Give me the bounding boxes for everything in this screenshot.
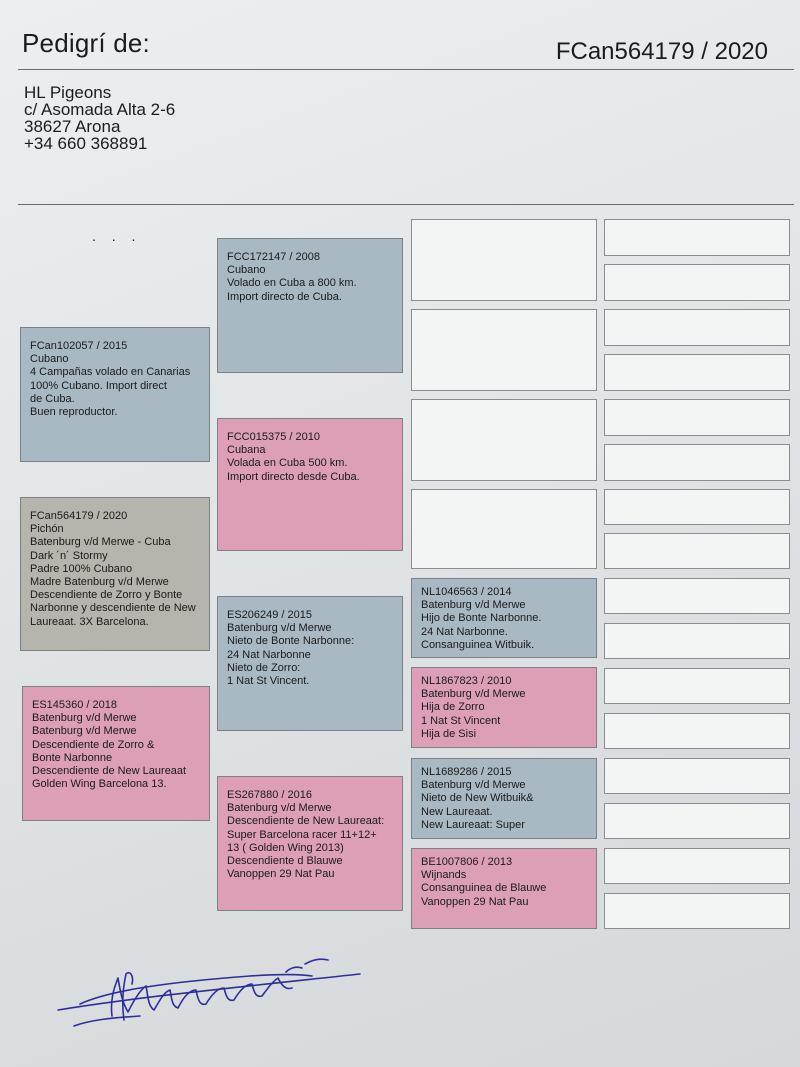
pedigree-box-empty [604, 489, 790, 525]
pedigree-box-empty [604, 758, 790, 794]
subject-ring-number: FCan564179 / 2020 [555, 38, 768, 65]
pedigree-box-empty [411, 219, 597, 301]
box-line: Nieto de New Witbuik& [421, 792, 534, 805]
owner-phone: +34 660 368891 [24, 134, 148, 153]
box-line: Batenburg v/d Merwe [32, 725, 137, 738]
box-line: Batenburg v/d Merwe [421, 599, 526, 612]
box-line: 4 Campañas volado en Canarias [30, 366, 191, 379]
box-line: Buen reproductor. [30, 406, 118, 419]
dots-mark: . . . [92, 228, 142, 244]
box-line: Hija de Sisi [421, 727, 477, 740]
pedigree-box-empty [604, 803, 790, 839]
box-line: Descendiente de Zorro y Bonte [30, 589, 183, 602]
box-line: Hijo de Bonte Narbonne. [421, 612, 542, 625]
box-line: BE1007806 / 2013 [421, 856, 513, 868]
box-line: Golden Wing Barcelona 13. [32, 778, 167, 791]
box-line: Vanoppen 29 Nat Pau [227, 868, 335, 881]
box-line: Cubano [227, 264, 266, 277]
pedigree-box-empty [604, 668, 790, 704]
top-divider [18, 69, 794, 70]
pedigree-box-granddam-paternal [217, 418, 403, 551]
box-line: ES206249 / 2015 [227, 609, 313, 621]
box-line: NL1867823 / 2010 [421, 675, 512, 687]
pedigree-box-empty [604, 399, 790, 436]
box-line: NL1046563 / 2014 [421, 586, 512, 598]
pedigree-box-subject [20, 497, 210, 651]
box-line: Consanguinea Witbuik. [421, 638, 535, 651]
box-line: Volado en Cuba a 800 km. [227, 277, 357, 290]
box-line: 100% Cubano. Import direct [30, 379, 167, 392]
box-line: Madre Batenburg v/d Merwe [30, 576, 169, 589]
box-line: Padre 100% Cubano [30, 562, 133, 575]
pedigree-box-empty [411, 489, 597, 569]
pedigree-box-great-grandparent-1 [411, 578, 597, 658]
signature [50, 930, 380, 1030]
pedigree-box-empty [604, 893, 790, 929]
pedigree-box-great-grandparent-2 [411, 667, 597, 748]
pedigree-box-granddam-maternal [217, 776, 403, 911]
pedigree-box-empty [604, 848, 790, 884]
box-line: Batenburg v/d Merwe [227, 802, 332, 815]
box-line: Batenburg v/d Merwe [227, 622, 332, 635]
box-line: Batenburg v/d Merwe [421, 779, 526, 792]
pedigree-box-empty [604, 444, 790, 481]
pedigree-box-empty [604, 713, 790, 749]
box-line: Pichón [30, 523, 64, 536]
pedigree-box-grandsire-paternal [217, 238, 403, 373]
box-line: Super Barcelona racer 11+12+ [227, 828, 377, 841]
box-line: New Laureaat: Super [421, 818, 525, 831]
box-line: FCan564179 / 2020 [30, 510, 128, 522]
box-line: Batenburg v/d Merwe [32, 712, 137, 725]
box-line: FCC015375 / 2010 [227, 431, 320, 443]
owner-name: HL Pigeons [24, 83, 112, 102]
box-line: Descendiente de Zorro & [32, 738, 155, 751]
box-line: Import directo de Cuba. [227, 290, 342, 303]
pedigree-box-empty [604, 354, 790, 391]
pedigree-box-sire [20, 327, 210, 462]
owner-street: c/ Asomada Alta 2-6 [24, 100, 176, 119]
owner-address [24, 84, 175, 152]
box-line: Hija de Zorro [421, 701, 485, 714]
box-line: Cubana [227, 444, 266, 457]
box-line: Vanoppen 29 Nat Pau [421, 895, 529, 908]
pedigree-box-grandsire-maternal [217, 596, 403, 731]
box-line: New Laureaat. [421, 805, 493, 818]
box-line: de Cuba. [30, 392, 75, 405]
box-line: FCC172147 / 2008 [227, 251, 320, 263]
pedigree-box-empty [604, 533, 790, 569]
pedigree-box-empty [604, 578, 790, 614]
box-line: 1 Nat St Vincent [421, 714, 501, 727]
pedigree-box-empty [604, 219, 790, 256]
box-line: FCan102057 / 2015 [30, 340, 128, 352]
box-line: Consanguinea de Blauwe [421, 882, 547, 895]
box-line: 13 ( Golden Wing 2013) [227, 841, 344, 854]
box-line: Batenburg v/d Merwe [421, 688, 526, 701]
pedigree-box-empty [411, 399, 597, 481]
box-line: NL1689286 / 2015 [421, 766, 512, 778]
pedigree-box-empty [411, 309, 597, 391]
box-line: 1 Nat St Vincent. [227, 675, 310, 688]
page-title: Pedigrí de: [22, 28, 150, 58]
box-line: Wijnands [421, 869, 467, 882]
box-line: 24 Nat Narbonne. [421, 625, 508, 638]
box-line: Import directo desde Cuba. [227, 470, 360, 483]
pedigree-box-great-grandparent-4 [411, 848, 597, 929]
owner-city: 38627 Arona [24, 117, 121, 136]
header-divider [18, 204, 794, 205]
box-line: Bonte Narbonne [32, 751, 113, 764]
box-line: Dark ´n´ Stormy [30, 549, 108, 562]
pedigree-box-dam [22, 686, 210, 821]
box-line: Descendiente de New Laureaat: [227, 815, 385, 828]
box-line: ES145360 / 2018 [32, 699, 118, 711]
box-line: Cubano [30, 353, 69, 366]
box-line: Batenburg v/d Merwe - Cuba [30, 536, 171, 549]
box-line: 24 Nat Narbonne [227, 648, 311, 661]
box-line: Nieto de Zorro: [227, 661, 301, 674]
pedigree-box-great-grandparent-3 [411, 758, 597, 839]
box-line: Descendiente d Blauwe [227, 855, 343, 868]
box-line: Laureaat. 3X Barcelona. [30, 615, 149, 628]
box-line: Descendiente de New Laureaat [32, 765, 187, 778]
box-line: Narbonne y descendiente de New [30, 602, 196, 615]
pedigree-box-empty [604, 309, 790, 346]
box-line: Nieto de Bonte Narbonne: [227, 635, 355, 648]
box-line: Volada en Cuba 500 km. [227, 457, 348, 470]
pedigree-box-empty [604, 623, 790, 659]
pedigree-box-empty [604, 264, 790, 301]
box-line: ES267880 / 2016 [227, 789, 313, 801]
